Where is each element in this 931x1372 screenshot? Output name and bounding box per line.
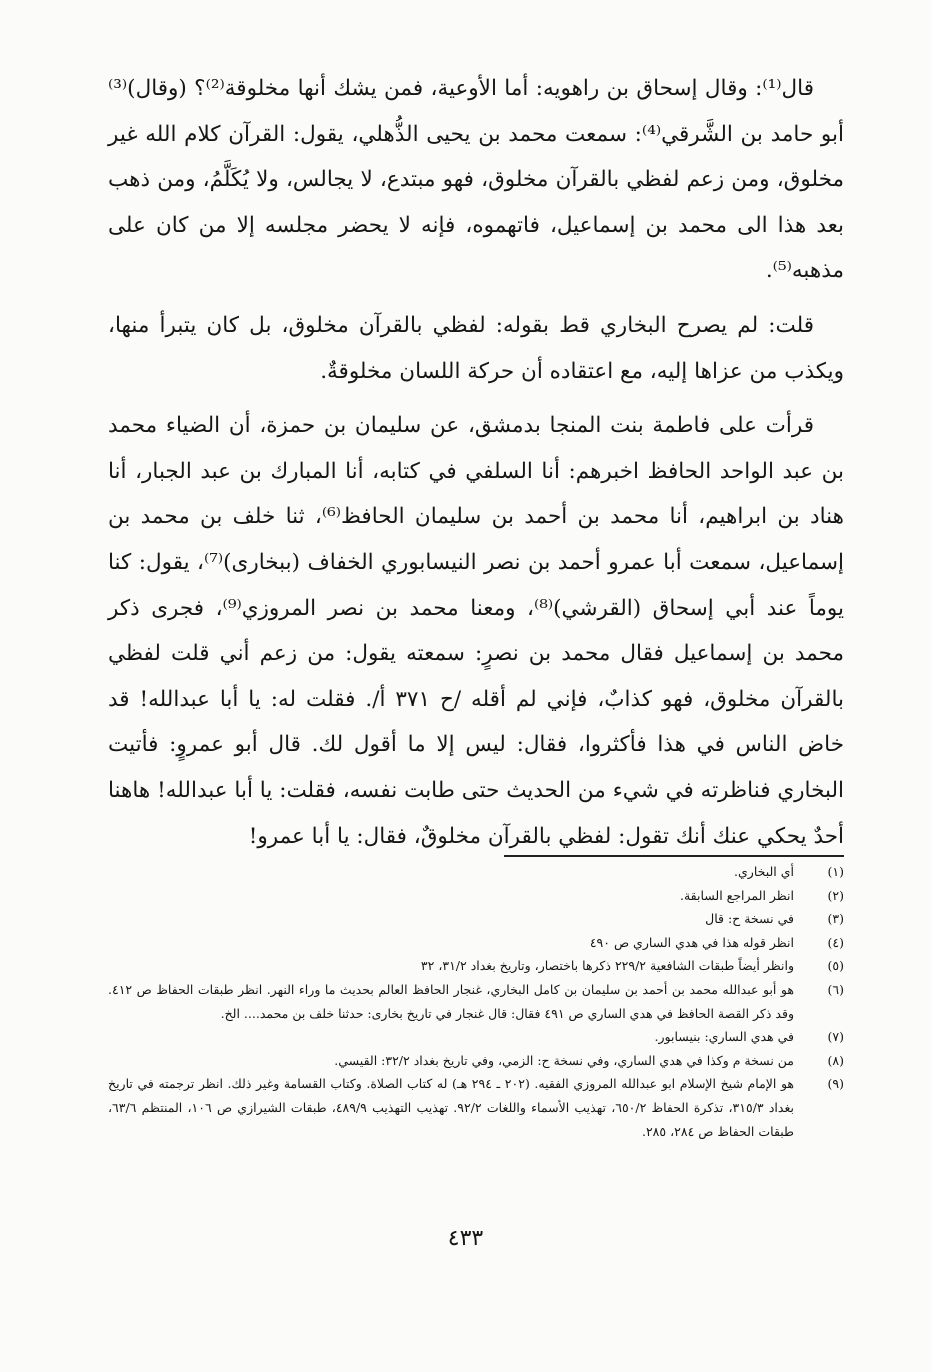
footnote-number: (٩) bbox=[827, 1076, 844, 1092]
footnote-text: في نسخة ح: قال bbox=[705, 911, 794, 927]
paragraph-2: قلت: لم يصرح البخاري قط بقوله: لفظي بالقرآن مخلوق، بل كان يتبرأ منها، ويكذب من عزاها إليه، مع اعتقاده أن حركة اللسان مخلوقةٌ. bbox=[108, 312, 844, 384]
footnote-number: (٢) bbox=[827, 887, 844, 903]
footnote-text: هو أبو عبدالله محمد بن أحمد بن سليمان بن كامل البخاري، غنجار الحافظ العالم بحديث ما وراء النهر. انظر طبقات الحفاظ ص ٤١٢. وقد ذكر القصة الحافظ في هدي الساري ص ٤٩١ فقال: قال غنجار في تاريخ بخارى: حدثنا خلف بن محمد.... الخ. bbox=[108, 981, 794, 1021]
footnote-text: انظر المراجع السابقة. bbox=[679, 887, 794, 903]
footnote-divider bbox=[504, 855, 844, 857]
footnote-number: (٦) bbox=[827, 981, 844, 997]
footnote-8 bbox=[108, 1049, 844, 1073]
footnote-text: هو الإمام شيخ الإسلام ابو عبدالله المروزي الفقيه. (٢٠٢ ـ ٢٩٤ هـ) له كتاب الصلاة. وكتاب القسامة وغير ذلك. انظر ترجمته في تاريخ بغداد ٣١٥/٣، تذكرة الحفاظ ٦٥٠/٢، تهذيب الأسماء واللغات ٩٢/٢. تهذيب التهذيب ٤٨٩/٩، طبقات الشيرازي ص ١٠٦، المنتظم ٦٣/٦، طبقات الحفاظ ص ٢٨٤، ٢٨٥. bbox=[108, 1076, 795, 1139]
footnote-text: أي البخاري. bbox=[734, 864, 794, 879]
footnote-1 bbox=[108, 860, 844, 884]
main-text bbox=[108, 66, 844, 859]
footnote-number: (٧) bbox=[827, 1029, 844, 1045]
footnote-2 bbox=[108, 884, 844, 908]
footnote-4 bbox=[108, 931, 844, 955]
footnote-text: في هدي الساري: بنيسابور. bbox=[654, 1029, 794, 1045]
footnote-3 bbox=[108, 907, 844, 931]
footnote-number: (٤) bbox=[827, 934, 844, 950]
footnote-number: (٣) bbox=[827, 911, 844, 927]
paragraph-1: قال⁽¹⁾: وقال إسحاق بن راهويه: أما الأوعية، فمن يشك أنها مخلوقة⁽²⁾؟ (وقال)⁽³⁾ أبو حامد بن الشَّرقي⁽⁴⁾: سمعت محمد بن يحيى الذُّهلي، يقول: القرآن كلام الله غير مخلوق، ومن زعم لفظي بالقرآن مخلوق، فهو مبتدع، لا يجالس، ولا يُكَلَّمُ، ومن ذهب بعد هذا الى محمد بن إسماعيل، فاتهموه، فإنه لا يحضر مجلسه إلا من كان على مذهبه⁽⁵⁾. bbox=[108, 76, 844, 284]
page-number: ٤٣٣ bbox=[447, 1226, 484, 1251]
footnote-text: وانظر أيضاً طبقات الشافعية ٢٢٩/٢ ذكرها باختصار، وتاريخ بغداد ٣١/٢، ٣٢ bbox=[420, 958, 794, 974]
footnote-6 bbox=[108, 978, 844, 1025]
footnote-text: انظر قوله هذا في هدي الساري ص ٤٩٠ bbox=[589, 934, 794, 950]
footnote-5 bbox=[108, 954, 844, 978]
footnote-text: من نسخة م وكذا في هدي الساري، وفي نسخة ح: الزمي، وفي تاريخ بغداد ٣٢/٢: القيسي. bbox=[334, 1052, 794, 1068]
footnote-number: (١) bbox=[827, 864, 844, 879]
footnotes bbox=[108, 860, 844, 1143]
paragraph-3: قرأت على فاطمة بنت المنجا بدمشق، عن سليمان بن حمزة، أن الضياء محمد بن عبد الواحد الحافظ اخبرهم: أنا السلفي في كتابه، أنا المبارك بن عبد الجبار، أنا هناد بن ابراهيم، أنا محمد بن أحمد بن سليمان الحافظ⁽⁶⁾، ثنا خلف بن محمد بن إسماعيل، سمعت أبا عمرو أحمد بن نصر النيسابوري الخفاف (ببخارى)⁽⁷⁾، يقول: كنا يوماً عند أبي إسحاق (القرشي)⁽⁸⁾، ومعنا محمد بن نصر المروزي⁽⁹⁾، فجرى ذكر محمد بن إسماعيل فقال محمد بن نصرٍ: سمعته يقول: من زعم أني قلت لفظي بالقرآن مخلوق، فهو كذابٌ، فإني لم أقله /ح ٣٧١ أ/. فقلت له: يا أبا عبدالله! قد خاض الناس في هذا فأكثروا، فقال: ليس إلا ما أقول لك. قال أبو عمروٍ: فأتيت البخاري فناظرته في شيء من الحديث حتى طابت نفسه، فقلت: يا أبا عبدالله! هاهنا أحدٌ يحكي عنك أنك تقول: لفظي بالقرآن مخلوقٌ، فقال: يا أبا عمرو! bbox=[108, 413, 845, 849]
footnote-number: (٥) bbox=[827, 958, 844, 974]
footnote-number: (٨) bbox=[827, 1052, 844, 1068]
footnote-9 bbox=[108, 1072, 844, 1143]
footnote-7 bbox=[108, 1025, 844, 1049]
